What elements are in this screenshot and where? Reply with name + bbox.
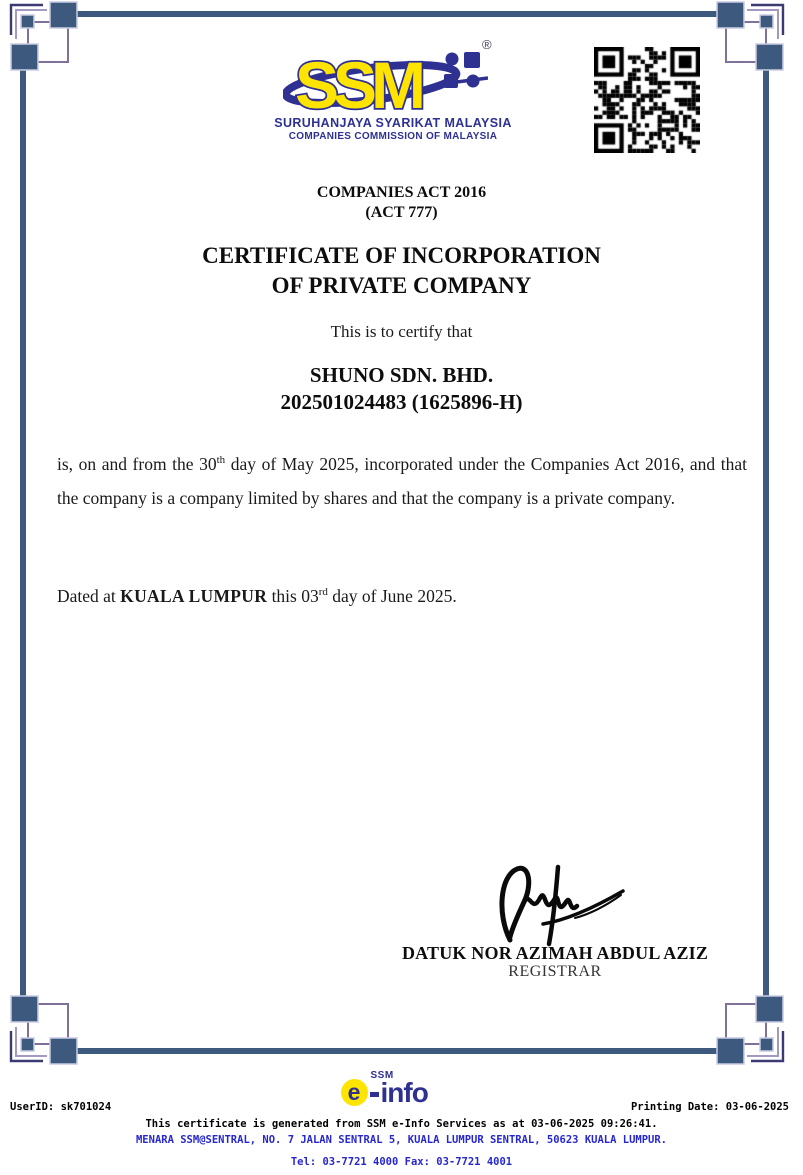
border-ornament-top-right bbox=[702, 0, 788, 86]
dated-middle: this 03 bbox=[267, 586, 319, 606]
act-line-1: COMPANIES ACT 2016 bbox=[316, 184, 487, 201]
border-ornament-bottom-right bbox=[702, 980, 788, 1066]
einfo-dash-icon bbox=[370, 1092, 379, 1097]
logo-tagline-english: COMPANIES COMMISSION OF MALAYSIA bbox=[288, 131, 498, 142]
act-heading bbox=[0, 183, 803, 223]
border-ornament-top-left bbox=[6, 0, 92, 86]
border-line-left bbox=[20, 64, 26, 1000]
certificate-title-line-1: CERTIFICATE OF INCORPORATION bbox=[202, 243, 601, 268]
logo-tagline-malay: SURUHANJAYA SYARIKAT MALAYSIA bbox=[274, 116, 512, 130]
printing-date: Printing Date: 03-06-2025 bbox=[630, 1101, 789, 1113]
generated-note: This certificate is generated from SSM e-Info Services as at 03-06-2025 09:26:41. bbox=[145, 1118, 658, 1130]
dated-statement bbox=[57, 586, 747, 607]
registrar-title: REGISTRAR bbox=[508, 963, 602, 980]
company-number: 202501024483 (1625896-H) bbox=[280, 390, 523, 414]
ssm-logo-text: SSM bbox=[295, 48, 421, 122]
einfo-logo bbox=[0, 1070, 803, 1108]
incorporation-statement-text: is, on and from the 30 bbox=[57, 454, 217, 474]
ordinal-suffix: th bbox=[216, 454, 226, 466]
dated-suffix: day of June 2025. bbox=[327, 586, 457, 606]
user-id: UserID: sk701024 bbox=[10, 1101, 112, 1113]
signature bbox=[495, 862, 627, 947]
act-line-2: (ACT 777) bbox=[365, 204, 438, 221]
ssm-telephone: Tel: 03-7721 4000 Fax: 03-7721 4001 bbox=[290, 1156, 513, 1168]
dated-place: KUALA LUMPUR bbox=[120, 586, 268, 606]
einfo-e-icon: e bbox=[341, 1079, 368, 1106]
certify-statement: This is to certify that bbox=[330, 322, 473, 341]
company-identity bbox=[0, 362, 803, 416]
certificate-title-line-2: OF PRIVATE COMPANY bbox=[271, 273, 532, 298]
border-ornament-bottom-left bbox=[6, 980, 92, 1066]
qr-code bbox=[594, 47, 700, 153]
company-name: SHUNO SDN. BHD. bbox=[309, 363, 494, 387]
registrar-name: DATUK NOR AZIMAH ABDUL AZIZ bbox=[401, 943, 709, 963]
certificate-title bbox=[0, 241, 803, 301]
dated-prefix: Dated at bbox=[57, 586, 121, 606]
ordinal-suffix: rd bbox=[318, 586, 328, 598]
border-line-top bbox=[72, 11, 720, 17]
ssm-logo bbox=[283, 44, 488, 122]
ssm-address: MENARA SSM@SENTRAL, NO. 7 JALAN SENTRAL 5, KUALA LUMPUR SENTRAL, 50623 KUALA LUMPUR. bbox=[135, 1134, 667, 1146]
einfo-info-label: info bbox=[380, 1077, 428, 1108]
border-line-bottom bbox=[72, 1048, 720, 1054]
incorporation-statement bbox=[57, 447, 747, 515]
einfo-ssm-label: SSM bbox=[370, 1070, 394, 1081]
registered-trademark-icon: ® bbox=[482, 37, 492, 52]
border-line-right bbox=[763, 64, 769, 1000]
incorporation-statement-text-2: day of May 2025, incorporated under the Companies Act 2016, and that the company is a company limited by shares and that the company is a private company. bbox=[57, 454, 747, 508]
